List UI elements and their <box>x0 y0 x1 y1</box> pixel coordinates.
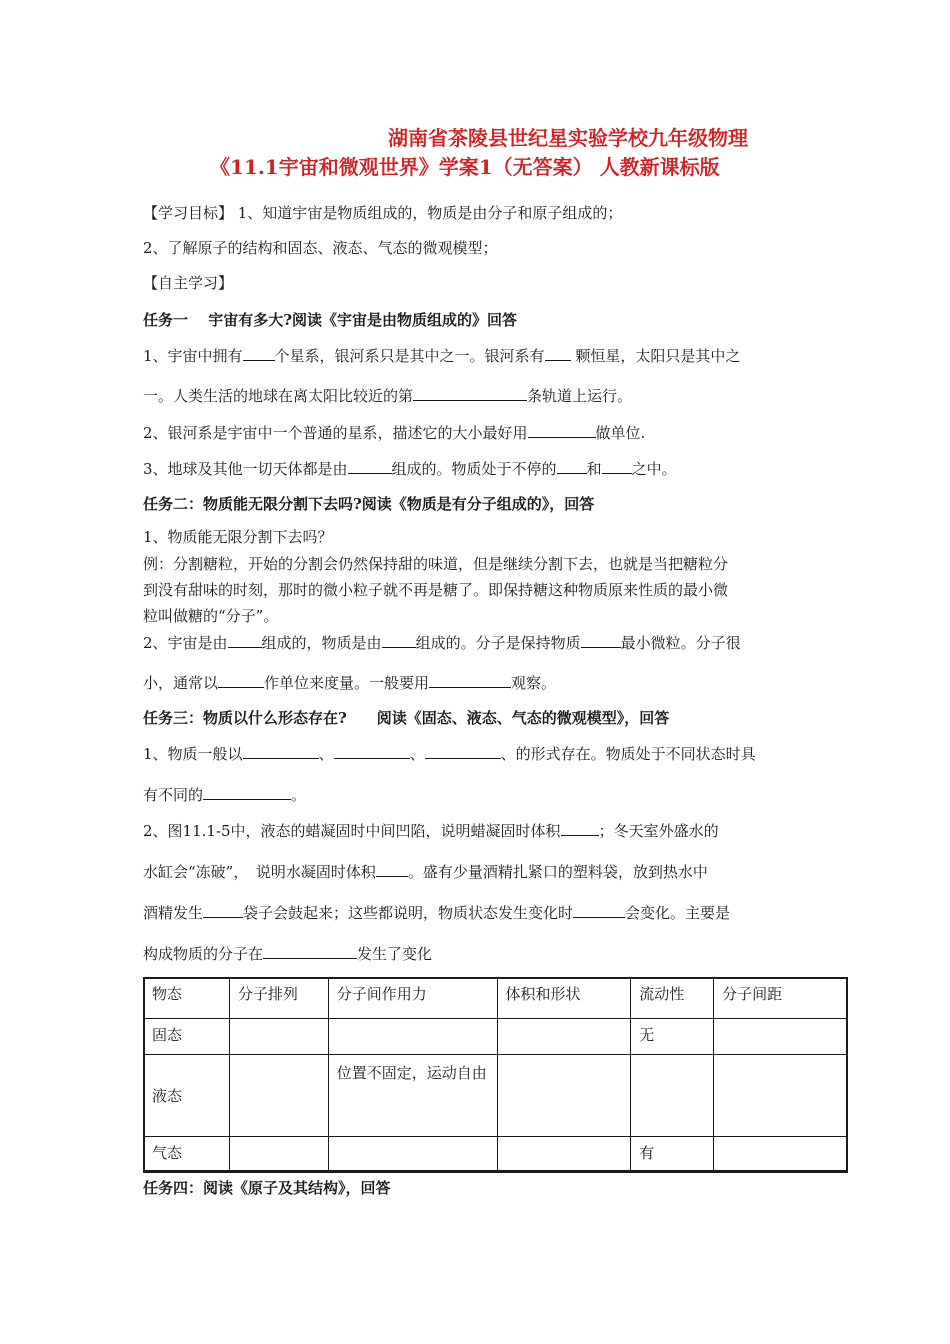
table-header-cell: 流动性 <box>631 978 714 1019</box>
objectives-line-1: 【学习目标】 1、知道宇宙是物质组成的，物质是由分子和原子组成的； <box>143 204 623 222</box>
table-cell <box>328 1055 497 1137</box>
blank[interactable] <box>203 784 291 800</box>
text: 和 <box>586 460 602 478</box>
table-row <box>144 1019 848 1055</box>
blank[interactable] <box>602 458 632 474</box>
task2-example-line2: 到没有甜味的时刻，那时的微小粒子就不再是糖了。即保持糖这种物质原来性质的最小微 <box>143 581 729 599</box>
task3-q2-line3 <box>143 902 730 923</box>
table-row <box>144 1055 848 1137</box>
blank[interactable] <box>425 743 501 759</box>
table-cell[interactable] <box>229 1055 328 1137</box>
task2-q2-line1 <box>143 632 741 653</box>
text: 颗恒星，太阳只是其中之 <box>570 347 741 365</box>
task4-heading: 任务四：阅读《原子及其结构》，回答 <box>143 1179 391 1197</box>
table-cell: 无 <box>631 1019 714 1055</box>
text: 、的形式存在。物质处于不同状态时具 <box>500 745 756 763</box>
task1-heading: 任务一 宇宙有多大?阅读《宇宙是由物质组成的》回答 <box>143 311 518 329</box>
text: 个星系，银河系只是其中之一。银河系有 <box>274 347 545 365</box>
blank[interactable] <box>218 672 264 688</box>
text: 观察。 <box>511 674 557 692</box>
table-cell[interactable] <box>631 1055 714 1137</box>
text: 构成物质的分子在 <box>143 945 264 963</box>
table-header-cell: 分子排列 <box>229 978 328 1019</box>
text: 、 <box>409 745 425 763</box>
task3-q2-line1 <box>143 820 719 841</box>
task3-heading: 任务三：物质以什么形态存在? 阅读《固态、液态、气态的微观模型》，回答 <box>143 709 670 727</box>
task1-q2 <box>143 422 645 443</box>
table-cell[interactable] <box>714 1137 848 1173</box>
text: 一。人类生活的地球在离太阳比较近的第 <box>143 387 414 405</box>
objectives-line-2: 2、了解原子的结构和固态、液态、气态的微观模型； <box>143 239 498 257</box>
text: 水缸会“冻破”， 说明水凝固时体积 <box>143 863 376 881</box>
blank[interactable] <box>203 902 243 918</box>
task1-q1-line2 <box>143 385 632 406</box>
task2-heading: 任务二：物质能无限分割下去吗?阅读《物质是有分子组成的》，回答 <box>143 495 595 513</box>
table-cell: 气态 <box>144 1137 230 1173</box>
text: 袋子会鼓起来；这些都说明，物质状态发生变化时 <box>243 904 574 922</box>
self-study-heading: 【自主学习】 <box>143 274 234 292</box>
text: 2、图11.1-5中，液态的蜡凝固时中间凹陷，说明蜡凝固时体积 <box>143 822 561 840</box>
text: ；冬天室外盛水的 <box>598 822 719 840</box>
task2-q2-line2 <box>143 672 556 693</box>
text: 、 <box>318 745 334 763</box>
blank[interactable] <box>528 422 596 438</box>
text: 3、地球及其他一切天体都是由 <box>143 460 348 478</box>
task3-q1-line2 <box>143 784 306 805</box>
blank[interactable] <box>429 672 511 688</box>
text: 2、银河系是宇宙中一个普通的星系，描述它的大小最好用 <box>143 424 528 442</box>
table-row <box>144 1137 848 1173</box>
text: 小，通常以 <box>143 674 219 692</box>
table-header-cell: 物态 <box>144 978 230 1019</box>
text: 1、物质一般以 <box>143 745 243 763</box>
task3-q1-line1 <box>143 743 756 764</box>
blank[interactable] <box>561 820 599 836</box>
text: 组成的。物质处于不停的 <box>391 460 557 478</box>
table-header-cell: 体积和形状 <box>497 978 631 1019</box>
text: 作单位来度量。一般要用 <box>264 674 430 692</box>
text: 做单位. <box>595 424 646 442</box>
text: 最小微粒。分子很 <box>620 634 741 652</box>
table-header-cell: 分子间作用力 <box>328 978 497 1019</box>
title-line-2: 《11.1宇宙和微观世界》学案1（无答案） 人教新课标版 <box>210 155 720 179</box>
table-cell[interactable] <box>714 1019 848 1055</box>
table-cell[interactable] <box>328 1019 497 1055</box>
task2-example-line1: 例：分割糖粒，开始的分割会仍然保持甜的味道，但是继续分割下去，也就是当把糖粒分 <box>143 555 729 573</box>
blank[interactable] <box>545 345 571 361</box>
table-header-cell: 分子间距 <box>714 978 848 1019</box>
text: 条轨道上运行。 <box>527 387 633 405</box>
blank[interactable] <box>557 458 587 474</box>
table-cell: 固态 <box>144 1019 230 1055</box>
blank[interactable] <box>243 743 319 759</box>
text: 之中。 <box>631 460 677 478</box>
table-cell[interactable] <box>229 1019 328 1055</box>
text: 酒精发生 <box>143 904 204 922</box>
blank[interactable] <box>413 385 527 401</box>
text: 1、宇宙中拥有 <box>143 347 243 365</box>
text: 组成的。分子是保持物质 <box>415 634 581 652</box>
table-cell-text: 位置不固定，运动自由 <box>336 1064 487 1082</box>
blank[interactable] <box>376 861 408 877</box>
text: 2、宇宙是由 <box>143 634 228 652</box>
task3-q2-line2 <box>143 861 708 882</box>
table-cell: 有 <box>631 1137 714 1173</box>
task2-example-line3: 粒叫做糖的“分子”。 <box>143 607 279 625</box>
blank[interactable] <box>263 943 357 959</box>
text: 。盛有少量酒精扎紧口的塑料袋，放到热水中 <box>407 863 708 881</box>
blank[interactable] <box>573 902 625 918</box>
text: 有不同的 <box>143 786 204 804</box>
table-cell[interactable] <box>328 1137 497 1173</box>
table-cell[interactable] <box>497 1055 631 1137</box>
task3-q2-line4 <box>143 943 432 964</box>
task1-q1-line1 <box>143 345 740 366</box>
table-cell[interactable] <box>229 1137 328 1173</box>
table-header-row <box>144 978 848 1019</box>
blank[interactable] <box>581 632 621 648</box>
title-line-1: 湖南省茶陵县世纪星实验学校九年级物理 <box>388 126 748 150</box>
text: 发生了变化 <box>357 945 433 963</box>
task1-q3 <box>143 458 677 479</box>
text: 会变化。主要是 <box>625 904 731 922</box>
blank[interactable] <box>243 345 275 361</box>
blank[interactable] <box>334 743 410 759</box>
blank[interactable] <box>228 632 262 648</box>
states-of-matter-table <box>143 977 848 1173</box>
table-cell: 液态 <box>144 1055 230 1137</box>
task2-q1: 1、物质能无限分割下去吗？ <box>143 528 333 546</box>
text: 组成的，物质是由 <box>261 634 382 652</box>
text: 。 <box>291 786 307 804</box>
blank[interactable] <box>348 458 392 474</box>
table-cell[interactable] <box>497 1019 631 1055</box>
table-cell[interactable] <box>497 1137 631 1173</box>
table-cell[interactable] <box>714 1055 848 1137</box>
blank[interactable] <box>382 632 416 648</box>
